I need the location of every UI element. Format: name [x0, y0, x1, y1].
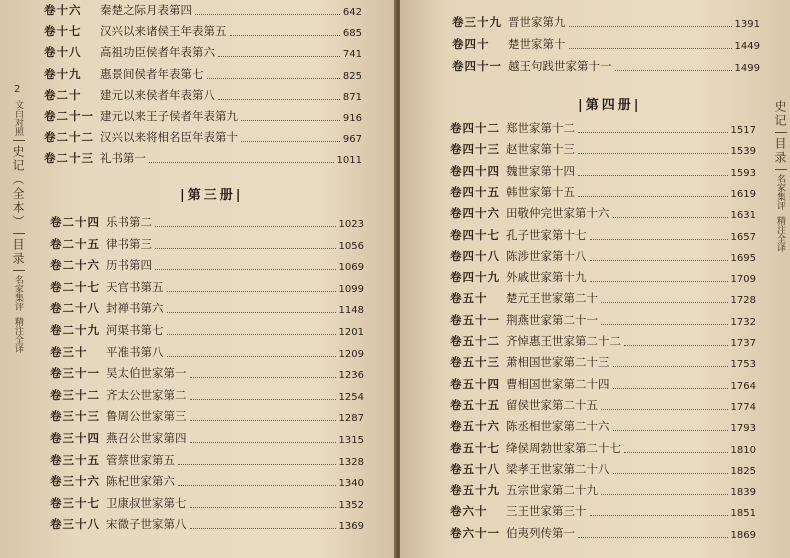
note-label: 精注全译 [13, 317, 23, 353]
chapter-title: 郑世家第十二 [506, 121, 575, 135]
volume-number: 卷二十九 [50, 323, 100, 337]
page-ref: 1315 [338, 435, 364, 446]
toc-entry [450, 163, 756, 179]
dot-leader [178, 485, 336, 486]
page-ref: 1839 [730, 487, 756, 499]
page-ref: 1328 [338, 456, 364, 468]
volume-number: 卷三十六 [50, 474, 100, 489]
toc-right [400, 0, 790, 558]
toc-entry [450, 120, 756, 136]
book-title: 史记（全本） [11, 145, 25, 229]
dot-leader [590, 239, 728, 240]
page-ref: 1023 [338, 219, 364, 230]
volume-number: 卷十六 [44, 3, 82, 17]
chapter-title: 汉兴以来诸侯王年表第五 [100, 24, 227, 39]
dot-leader [218, 56, 340, 57]
toc-entry [450, 482, 756, 498]
chapter-title: 高祖功臣侯者年表第六 [100, 45, 215, 60]
volume-number: 卷四十七 [450, 227, 500, 242]
page-ref: 916 [342, 113, 362, 124]
page-ref: 1069 [338, 262, 364, 274]
toc-entry [452, 36, 760, 52]
toc-entry [44, 23, 362, 39]
dot-leader [590, 515, 728, 516]
page-ref: 1148 [338, 305, 364, 317]
dot-leader [190, 442, 336, 443]
toc-entry [450, 440, 756, 456]
dot-leader [569, 48, 732, 49]
page-ref: 642 [342, 7, 362, 18]
page-ref: 741 [342, 49, 362, 61]
page-ref: 1810 [730, 444, 756, 456]
chapter-title: 孔子世家第十七 [506, 227, 587, 242]
dot-leader [578, 175, 728, 176]
toc-entry [44, 150, 362, 166]
toc-entry [50, 473, 364, 489]
dot-leader [578, 153, 728, 154]
chapter-title: 伯夷列传第一 [506, 525, 575, 540]
dot-leader [167, 356, 336, 357]
dot-leader [569, 26, 732, 27]
volume-number: 卷五十二 [450, 334, 500, 348]
volume-number: 卷三十一 [50, 366, 100, 381]
volume-number: 卷四十八 [450, 248, 500, 263]
page-ref: 1254 [338, 391, 364, 403]
volume-number: 卷四十六 [450, 206, 500, 221]
toc-entry [44, 87, 362, 103]
page-ref: 1099 [338, 283, 364, 295]
volume-number: 卷三十七 [50, 495, 100, 510]
chapter-title: 田敬仲完世家第十六 [506, 206, 610, 221]
volume-number: 卷三十二 [50, 387, 100, 402]
toc-entry [44, 2, 362, 18]
toc-entry [450, 141, 756, 157]
page-ref: 1236 [338, 370, 364, 382]
volume-number: 卷六十 [450, 504, 488, 519]
section-label: 目录 [773, 137, 787, 165]
dot-leader [155, 226, 336, 227]
toc-entry [44, 44, 362, 60]
page-ref: 1728 [730, 295, 756, 307]
toc-entry [50, 452, 364, 468]
volume-number: 卷五十九 [450, 483, 500, 498]
dot-leader [178, 464, 336, 465]
chapter-title: 礼书第一 [100, 151, 146, 166]
volume-number: 卷五十六 [450, 419, 500, 434]
note-label: 精注全译 [775, 216, 785, 252]
dot-leader [613, 366, 728, 367]
page-ref: 1764 [730, 380, 756, 392]
toc-entry [450, 205, 756, 221]
dot-leader [601, 494, 728, 495]
right-page [400, 0, 790, 558]
toc-entry [450, 333, 756, 349]
chapter-title: 留侯世家第二十五 [506, 397, 598, 412]
toc-entry [450, 418, 756, 434]
dot-leader [578, 132, 728, 133]
page-number: 2 [14, 84, 21, 95]
dot-leader [615, 70, 732, 71]
chapter-title: 平准书第八 [106, 344, 164, 359]
chapter-title: 建元以来王子侯者年表第九 [100, 109, 238, 123]
chapter-title: 楚元王世家第二十 [506, 291, 598, 306]
section-label: 目录 [11, 238, 25, 266]
toc-entry [44, 108, 362, 124]
chapter-title: 燕召公世家第四 [106, 431, 187, 445]
toc-entry [450, 503, 756, 519]
chapter-title: 楚世家第十 [508, 37, 566, 51]
chapter-title: 萧相国世家第二十三 [506, 355, 610, 370]
chapter-title: 惠景间侯者年表第七 [100, 66, 204, 81]
dot-leader [590, 260, 728, 261]
page-ref: 1539 [730, 146, 756, 158]
page-ref: 1709 [730, 274, 756, 286]
volume-number: 卷四十一 [452, 59, 502, 73]
dot-leader [601, 409, 728, 410]
toc-entry [50, 236, 364, 252]
chapter-title: 吴太伯世家第一 [106, 366, 187, 381]
page-ref: 1793 [730, 423, 756, 435]
dot-leader [613, 430, 728, 431]
page-ref: 871 [342, 91, 362, 103]
toc-entry [50, 365, 364, 381]
chapter-title: 管蔡世家第五 [106, 452, 175, 467]
volume-number: 卷三十四 [50, 431, 100, 445]
chapter-title: 三王世家第三十 [506, 504, 587, 519]
page-ref: 1825 [730, 465, 756, 477]
dot-leader [207, 78, 340, 79]
toc-entry [450, 525, 756, 541]
dot-leader [167, 312, 336, 313]
chapter-title: 建元以来侯者年表第八 [100, 87, 215, 102]
dot-leader [241, 141, 340, 142]
toc-entry [450, 227, 756, 243]
toc-entry [50, 257, 364, 273]
page-ref: 1695 [730, 252, 756, 264]
volume-number: 卷五十一 [450, 312, 500, 327]
chapter-title: 齐太公世家第二 [106, 387, 187, 402]
chapter-title: 乐书第二 [106, 215, 152, 229]
volume-number: 卷五十 [450, 291, 488, 306]
toc-entry [50, 300, 364, 316]
volume-number: 卷四十 [452, 37, 490, 51]
dot-leader [218, 99, 340, 100]
dot-leader [613, 217, 728, 218]
edition-label: 名家集评 [13, 275, 23, 311]
toc-entry [450, 397, 756, 413]
volume-number: 卷六十一 [450, 525, 500, 540]
chapter-title: 历书第四 [106, 258, 152, 273]
volume-number: 卷二十八 [50, 301, 100, 316]
page-ref: 1287 [338, 413, 364, 425]
volume-number: 卷十八 [44, 45, 82, 60]
volume-number: 卷三十五 [50, 452, 100, 467]
toc-entry [44, 66, 362, 82]
volume-number: 卷三十九 [452, 15, 502, 29]
volume-number: 卷三十八 [50, 517, 100, 532]
chapter-title: 韩世家第十五 [506, 184, 575, 199]
toc-entry [450, 376, 756, 392]
toc-entry [450, 312, 756, 328]
toc-entry [450, 461, 756, 477]
volume-number: 卷二十五 [50, 236, 100, 251]
volume-number: 卷二十一 [44, 109, 94, 123]
chapter-title: 汉兴以来将相名臣年表第十 [100, 130, 238, 145]
dot-leader [167, 334, 336, 335]
chapter-title: 天官书第五 [106, 279, 164, 294]
dot-leader [190, 399, 336, 400]
toc-entry [450, 290, 756, 306]
chapter-title: 卫康叔世家第七 [106, 495, 187, 510]
toc-entry [452, 58, 760, 74]
dot-leader [590, 281, 728, 282]
dot-leader [601, 302, 728, 303]
page-ref: 1209 [338, 348, 364, 360]
dot-leader [155, 248, 336, 249]
chapter-title: 秦楚之际月表第四 [100, 3, 192, 17]
page-ref: 1593 [730, 167, 756, 179]
chapter-title: 陈涉世家第十八 [506, 248, 587, 263]
chapter-title: 陈丞相世家第二十六 [506, 419, 610, 434]
dot-leader [167, 291, 336, 292]
chapter-title: 陈杞世家第六 [106, 474, 175, 489]
section-title-text: 第四册 [585, 98, 634, 113]
volume-number: 卷十九 [44, 66, 82, 81]
section-title-text: 第三册 [187, 188, 236, 203]
toc-entry [450, 354, 756, 370]
volume-number: 卷二十四 [50, 215, 100, 229]
page-ref: 685 [342, 28, 362, 40]
dot-leader [190, 507, 336, 508]
toc-entry [50, 387, 364, 403]
page-ref: 1869 [730, 529, 756, 541]
dot-leader [155, 269, 336, 270]
dot-leader [195, 14, 340, 15]
dot-leader [624, 345, 728, 346]
chapter-title: 齐悼惠王世家第二十二 [506, 334, 621, 348]
page-ref: 825 [342, 70, 362, 82]
dot-leader [190, 377, 336, 378]
section-title: |第四册| [578, 98, 642, 113]
volume-number: 卷五十八 [450, 461, 500, 476]
chapter-title: 荆燕世家第二十一 [506, 312, 598, 327]
dot-leader [190, 420, 336, 421]
edition-label: 名家集评 [775, 174, 785, 210]
chapter-title: 律书第三 [106, 236, 152, 251]
dot-leader [578, 537, 728, 538]
volume-number: 卷四十九 [450, 270, 500, 285]
chapter-title: 鲁周公世家第三 [106, 409, 187, 424]
toc-entry [50, 344, 364, 360]
volume-number: 卷五十七 [450, 440, 500, 455]
chapter-title: 绛侯周勃世家第二十七 [506, 440, 621, 455]
page-ref: 1201 [338, 327, 364, 338]
chapter-title: 越王句践世家第十一 [508, 59, 612, 73]
chapter-title: 外戚世家第十九 [506, 270, 587, 285]
dot-leader [230, 35, 340, 36]
chapter-title: 河渠书第七 [106, 323, 164, 337]
volume-number: 卷五十五 [450, 397, 500, 412]
volume-number: 卷十七 [44, 24, 82, 39]
volume-number: 卷三十三 [50, 409, 100, 424]
toc-entry [50, 516, 364, 532]
page-ref: 1657 [730, 231, 756, 243]
volume-number: 卷二十七 [50, 279, 100, 294]
toc-entry [44, 129, 362, 145]
toc-entry [50, 408, 364, 424]
toc-entry [452, 14, 760, 30]
toc-entry [50, 430, 364, 446]
toc-entry [450, 248, 756, 264]
page-ref: 1774 [730, 401, 756, 413]
dot-leader [241, 120, 340, 121]
volume-number: 卷四十三 [450, 142, 500, 157]
page-ref: 967 [342, 134, 362, 146]
page-ref: 1737 [730, 338, 756, 349]
page-ref: 1352 [338, 499, 364, 511]
series-label: 文白对照 [13, 100, 23, 136]
toc-entry [450, 269, 756, 285]
dot-leader [613, 388, 728, 389]
page-ref: 1449 [734, 41, 760, 52]
page-ref: 1619 [730, 188, 756, 200]
page-ref: 1340 [338, 478, 364, 490]
page-ref: 1753 [730, 359, 756, 371]
dot-leader [613, 473, 728, 474]
volume-number: 卷三十 [50, 344, 88, 359]
dot-leader [149, 162, 334, 163]
page-ref: 1631 [730, 210, 756, 222]
chapter-title: 封禅书第六 [106, 301, 164, 316]
page-ref: 1732 [730, 316, 756, 328]
dot-leader [624, 452, 728, 453]
volume-number: 卷四十二 [450, 121, 500, 135]
dot-leader [578, 196, 728, 197]
page-ref: 1499 [734, 63, 760, 74]
book-title: 史记 [773, 100, 787, 128]
page-ref: 1011 [336, 155, 362, 167]
volume-number: 卷二十 [44, 87, 82, 102]
page-ref: 1056 [338, 240, 364, 252]
section-title: |第三册| [180, 188, 244, 203]
toc-entry [50, 322, 364, 338]
chapter-title: 宋微子世家第八 [106, 517, 187, 532]
chapter-title: 魏世家第十四 [506, 163, 575, 178]
toc-entry [50, 214, 364, 230]
chapter-title: 赵世家第十三 [506, 142, 575, 157]
dot-leader [601, 324, 728, 325]
volume-number: 卷二十二 [44, 130, 94, 145]
page-ref: 1369 [338, 521, 364, 533]
page-ref: 1391 [734, 19, 760, 30]
volume-number: 卷五十四 [450, 376, 500, 391]
volume-number: 卷二十六 [50, 258, 100, 273]
volume-number: 卷四十五 [450, 184, 500, 199]
toc-entry [50, 279, 364, 295]
page-ref: 1851 [730, 508, 756, 520]
page-ref: 1517 [730, 125, 756, 136]
volume-number: 卷二十三 [44, 151, 94, 166]
chapter-title: 晋世家第九 [508, 15, 566, 29]
chapter-title: 五宗世家第二十九 [506, 483, 598, 498]
toc-entry [450, 184, 756, 200]
volume-number: 卷五十三 [450, 355, 500, 370]
chapter-title: 梁孝王世家第二十八 [506, 461, 610, 476]
toc-entry [50, 495, 364, 511]
volume-number: 卷四十四 [450, 163, 500, 178]
chapter-title: 曹相国世家第二十四 [506, 376, 610, 391]
dot-leader [190, 528, 336, 529]
